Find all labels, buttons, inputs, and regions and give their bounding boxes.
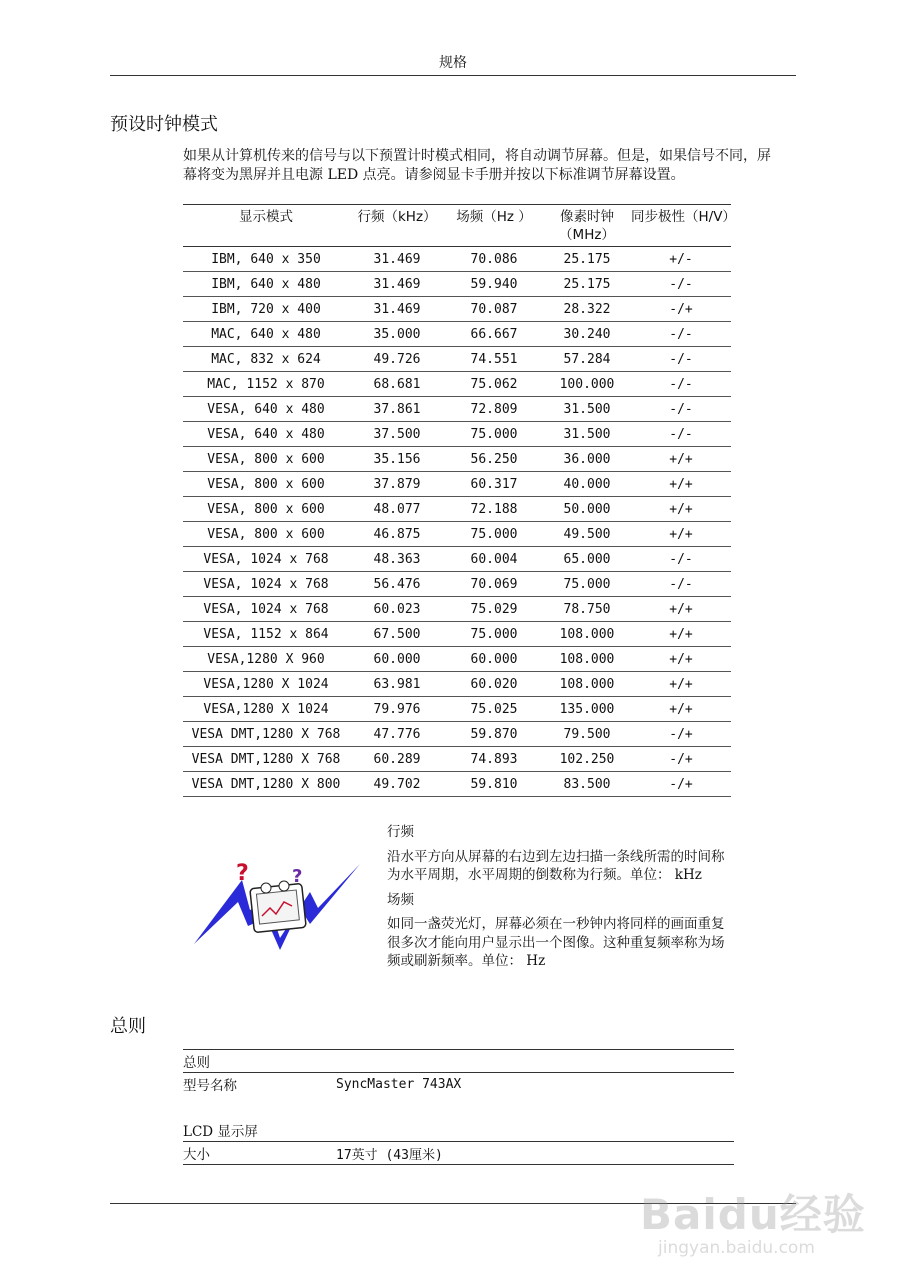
spec-group-general [183, 1050, 734, 1072]
cell-sync-polarity: +/+ [631, 447, 731, 472]
timing-row [183, 547, 731, 572]
cell-pixel-clock: 30.240 [543, 322, 631, 347]
cell-sync-polarity: -/+ [631, 297, 731, 322]
cell-pixel-clock: 50.000 [543, 497, 631, 522]
cell-display-mode: MAC, 640 x 480 [183, 322, 349, 347]
cell-h-freq: 31.469 [349, 297, 445, 322]
timing-row [183, 397, 731, 422]
header-display-mode: 显示模式 [183, 205, 349, 247]
cell-pixel-clock: 57.284 [543, 347, 631, 372]
cell-h-freq: 56.476 [349, 572, 445, 597]
timing-table [183, 204, 736, 797]
timing-row [183, 272, 731, 297]
cell-h-freq: 37.861 [349, 397, 445, 422]
timing-row [183, 247, 731, 272]
cell-sync-polarity: -/+ [631, 772, 731, 797]
cell-h-freq: 35.156 [349, 447, 445, 472]
cell-h-freq: 60.289 [349, 747, 445, 772]
monitor-mascot-illustration [192, 858, 362, 950]
cell-h-freq: 35.000 [349, 322, 445, 347]
cell-pixel-clock: 108.000 [543, 647, 631, 672]
cell-sync-polarity: +/+ [631, 647, 731, 672]
cell-v-freq: 56.250 [445, 447, 543, 472]
cell-pixel-clock: 135.000 [543, 697, 631, 722]
spec-group-title: LCD 显示屏 [183, 1124, 258, 1140]
timing-row [183, 347, 731, 372]
cell-h-freq: 63.981 [349, 672, 445, 697]
cell-pixel-clock: 108.000 [543, 672, 631, 697]
cell-h-freq: 60.023 [349, 597, 445, 622]
header-pixel-clock: 像素时钟（MHz） [543, 205, 631, 247]
timing-row [183, 572, 731, 597]
cell-display-mode: VESA,1280 X 960 [183, 647, 349, 672]
term-horizontal-frequency: 行频 [387, 824, 414, 840]
timing-header-row [183, 205, 731, 247]
cell-v-freq: 70.087 [445, 297, 543, 322]
cell-pixel-clock: 31.500 [543, 397, 631, 422]
spec-label: 大小 [183, 1147, 210, 1163]
cell-pixel-clock: 102.250 [543, 747, 631, 772]
timing-row [183, 597, 731, 622]
cell-pixel-clock: 75.000 [543, 572, 631, 597]
cell-v-freq: 59.870 [445, 722, 543, 747]
cell-display-mode: VESA, 800 x 600 [183, 472, 349, 497]
header-sync-polarity: 同步极性（H/V） [631, 205, 731, 247]
cell-v-freq: 60.000 [445, 647, 543, 672]
cell-sync-polarity: +/+ [631, 697, 731, 722]
section-title-general: 总则 [110, 1016, 146, 1037]
cell-h-freq: 60.000 [349, 647, 445, 672]
cell-display-mode: VESA DMT,1280 X 768 [183, 722, 349, 747]
cell-pixel-clock: 79.500 [543, 722, 631, 747]
cell-v-freq: 75.029 [445, 597, 543, 622]
cell-display-mode: VESA, 800 x 600 [183, 522, 349, 547]
cell-pixel-clock: 65.000 [543, 547, 631, 572]
cell-h-freq: 68.681 [349, 372, 445, 397]
term-vertical-frequency: 场频 [387, 891, 414, 908]
cell-v-freq: 74.551 [445, 347, 543, 372]
spec-group-title: 总则 [183, 1055, 210, 1071]
cell-h-freq: 49.702 [349, 772, 445, 797]
cell-v-freq: 75.000 [445, 522, 543, 547]
cell-pixel-clock: 25.175 [543, 247, 631, 272]
page-header: 规格 [439, 55, 467, 71]
cell-sync-polarity: +/+ [631, 597, 731, 622]
cell-pixel-clock: 100.000 [543, 372, 631, 397]
cell-sync-polarity: -/- [631, 322, 731, 347]
cell-h-freq: 31.469 [349, 272, 445, 297]
timing-row [183, 322, 731, 347]
cell-display-mode: VESA, 640 x 480 [183, 397, 349, 422]
cell-v-freq: 75.062 [445, 372, 543, 397]
cell-sync-polarity: +/+ [631, 622, 731, 647]
cell-sync-polarity: -/+ [631, 747, 731, 772]
cell-v-freq: 75.000 [445, 422, 543, 447]
cell-pixel-clock: 25.175 [543, 272, 631, 297]
header-h-freq: 行频（kHz） [349, 205, 445, 247]
cell-sync-polarity: -/+ [631, 722, 731, 747]
cell-v-freq: 72.188 [445, 497, 543, 522]
cell-h-freq: 67.500 [349, 622, 445, 647]
cell-h-freq: 46.875 [349, 522, 445, 547]
cell-display-mode: VESA,1280 X 1024 [183, 672, 349, 697]
cell-display-mode: VESA, 640 x 480 [183, 422, 349, 447]
cell-display-mode: VESA DMT,1280 X 800 [183, 772, 349, 797]
spec-value: 17英寸 (43厘米) [336, 1147, 443, 1163]
watermark-url: jingyan.baidu.com [658, 1238, 815, 1258]
cell-display-mode: VESA, 1152 x 864 [183, 622, 349, 647]
cell-v-freq: 75.000 [445, 622, 543, 647]
watermark-brand: Baidu经验 [640, 1190, 866, 1239]
spec-row-model [183, 1073, 734, 1095]
cell-display-mode: VESA DMT,1280 X 768 [183, 747, 349, 772]
section-title-preset-modes: 预设时钟模式 [110, 114, 218, 135]
timing-row [183, 747, 731, 772]
cell-pixel-clock: 49.500 [543, 522, 631, 547]
cell-v-freq: 70.069 [445, 572, 543, 597]
cell-sync-polarity: +/+ [631, 472, 731, 497]
cell-pixel-clock: 28.322 [543, 297, 631, 322]
intro-paragraph: 如果从计算机传来的信号与以下预置计时模式相同，将自动调节屏幕。但是，如果信号不同，屏幕将变为黑屏并且电源 LED 点亮。请参阅显卡手册并按以下标准调节屏幕设置。 [183, 148, 771, 183]
cell-sync-polarity: -/- [631, 547, 731, 572]
cell-h-freq: 37.500 [349, 422, 445, 447]
header-divider [110, 75, 796, 76]
cell-display-mode: VESA, 800 x 600 [183, 497, 349, 522]
spec-label: 型号名称 [183, 1078, 237, 1094]
cell-sync-polarity: -/- [631, 372, 731, 397]
cell-h-freq: 79.976 [349, 697, 445, 722]
cell-sync-polarity: -/- [631, 272, 731, 297]
timing-row [183, 772, 731, 797]
cell-sync-polarity: +/+ [631, 672, 731, 697]
cell-display-mode: VESA, 1024 x 768 [183, 547, 349, 572]
timing-row [183, 722, 731, 747]
cell-v-freq: 59.810 [445, 772, 543, 797]
timing-row [183, 497, 731, 522]
cell-display-mode: VESA, 1024 x 768 [183, 597, 349, 622]
cell-sync-polarity: +/- [631, 247, 731, 272]
cell-display-mode: MAC, 1152 x 870 [183, 372, 349, 397]
frequency-definitions [387, 823, 727, 977]
timing-row [183, 522, 731, 547]
cell-display-mode: IBM, 720 x 400 [183, 297, 349, 322]
cell-sync-polarity: -/- [631, 422, 731, 447]
cell-v-freq: 75.025 [445, 697, 543, 722]
cell-display-mode: VESA, 800 x 600 [183, 447, 349, 472]
spec-value: SyncMaster 743AX [336, 1076, 462, 1092]
cell-h-freq: 49.726 [349, 347, 445, 372]
timing-row [183, 697, 731, 722]
cell-sync-polarity: +/+ [631, 497, 731, 522]
cell-sync-polarity: -/- [631, 572, 731, 597]
timing-row [183, 672, 731, 697]
desc-vertical-frequency: 如同一盏荧光灯，屏幕必须在一秒钟内将同样的画面重复很多次才能向用户显示出一个图像。这种重复频率称为场频或刷新频率。单位： Hz [387, 916, 725, 969]
cell-pixel-clock: 40.000 [543, 472, 631, 497]
svg-text:?: ? [236, 861, 249, 886]
cell-h-freq: 48.077 [349, 497, 445, 522]
timing-row [183, 447, 731, 472]
timing-row [183, 372, 731, 397]
cell-display-mode: IBM, 640 x 350 [183, 247, 349, 272]
cell-v-freq: 74.893 [445, 747, 543, 772]
cell-display-mode: MAC, 832 x 624 [183, 347, 349, 372]
timing-row [183, 622, 731, 647]
cell-pixel-clock: 31.500 [543, 422, 631, 447]
cell-v-freq: 60.004 [445, 547, 543, 572]
timing-row [183, 472, 731, 497]
svg-text:?: ? [292, 866, 303, 887]
baidu-jingyan-watermark [640, 1140, 870, 1270]
cell-sync-polarity: -/- [631, 397, 731, 422]
timing-table-body [183, 247, 731, 797]
cell-pixel-clock: 78.750 [543, 597, 631, 622]
cell-display-mode: IBM, 640 x 480 [183, 272, 349, 297]
cell-pixel-clock: 83.500 [543, 772, 631, 797]
timing-row [183, 647, 731, 672]
timing-row [183, 297, 731, 322]
cell-h-freq: 48.363 [349, 547, 445, 572]
cell-v-freq: 66.667 [445, 322, 543, 347]
cell-pixel-clock: 108.000 [543, 622, 631, 647]
desc-horizontal-frequency: 沿水平方向从屏幕的右边到左边扫描一条线所需的时间称为水平周期，水平周期的倒数称为行频。单位： kHz [387, 848, 725, 883]
cell-pixel-clock: 36.000 [543, 447, 631, 472]
cell-display-mode: VESA, 1024 x 768 [183, 572, 349, 597]
cell-h-freq: 47.776 [349, 722, 445, 747]
cell-display-mode: VESA,1280 X 1024 [183, 697, 349, 722]
cell-v-freq: 60.317 [445, 472, 543, 497]
cell-v-freq: 72.809 [445, 397, 543, 422]
cell-sync-polarity: -/- [631, 347, 731, 372]
timing-row [183, 422, 731, 447]
cell-v-freq: 70.086 [445, 247, 543, 272]
cell-v-freq: 59.940 [445, 272, 543, 297]
cell-h-freq: 37.879 [349, 472, 445, 497]
cell-sync-polarity: +/+ [631, 522, 731, 547]
cell-h-freq: 31.469 [349, 247, 445, 272]
spec-group-lcd [183, 1119, 734, 1141]
cell-v-freq: 60.020 [445, 672, 543, 697]
header-v-freq: 场频（Hz ） [445, 205, 543, 247]
